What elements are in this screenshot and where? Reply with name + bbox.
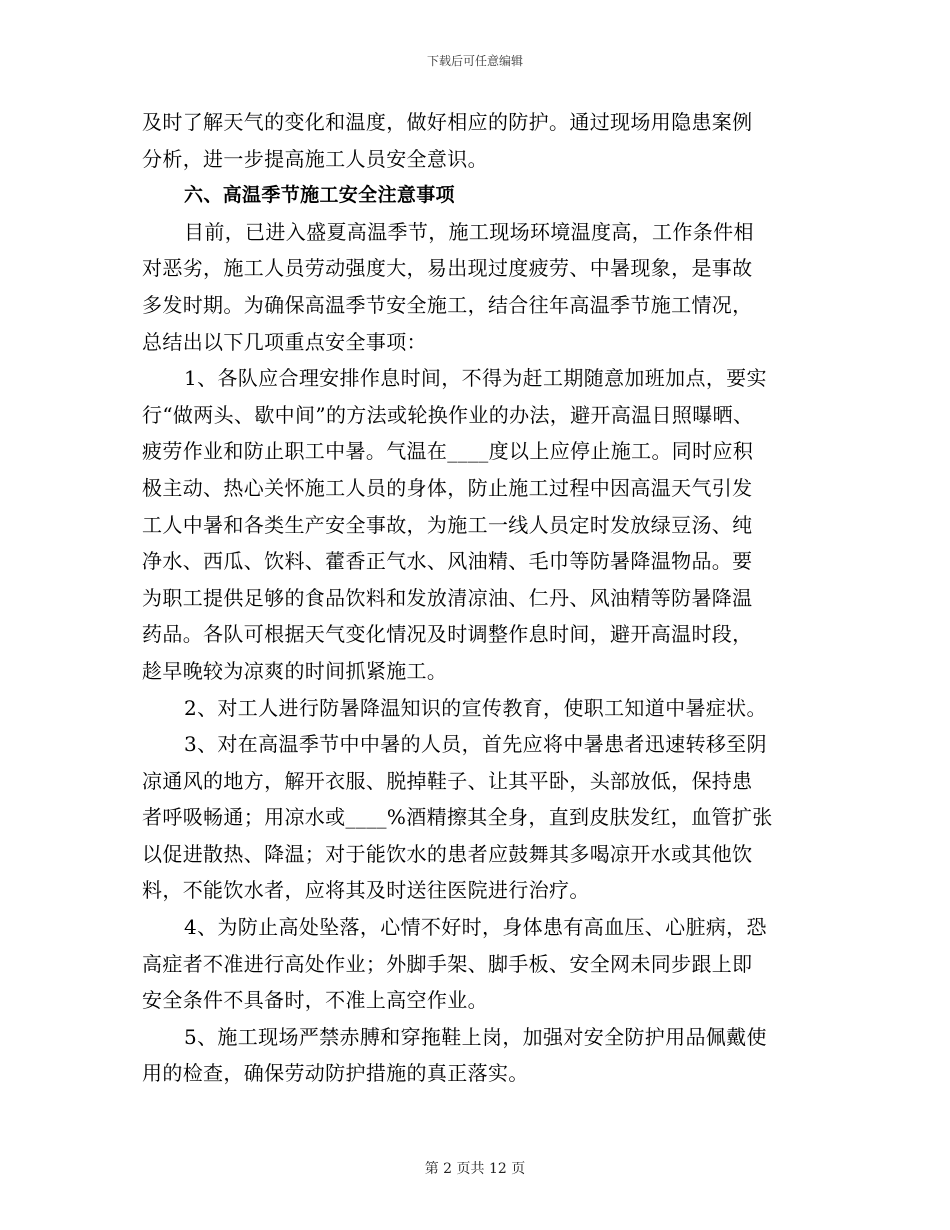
list-item-1-start: 1、各队应合理安排作息时间，不得为赶工期随意加班加点，要实 [184,366,767,391]
list-item-4-start: 4、为防止高处坠落，心情不好时，身体患有高血压、心脏病，恐 [184,915,767,940]
body-line: 行“做两头、歇中间”的方法或轮换作业的办法，避开高温日照曝晒、 [142,402,754,427]
body-line: 高症者不准进行高处作业；外脚手架、脚手板、安全网未同步跟上即 [142,951,753,976]
body-line: 用的检查，确保劳动防护措施的真正落实。 [142,1061,529,1086]
page-footer: 第 2 页共 12 页 [424,1161,526,1177]
body-line: 药品。各队可根据天气变化情况及时调整作息时间，避开高温时段， [142,622,753,647]
body-line: 总结出以下几项重点安全事项： [142,329,427,354]
list-item-2: 2、对工人进行防暑降温知识的宣传教育，使职工知道中暑症状。 [184,695,767,720]
body-line: 分析，进一步提高施工人员安全意识。 [142,146,488,171]
document-body [142,104,808,1092]
body-line: 趁早晚较为凉爽的时间抓紧施工。 [142,658,448,683]
body-line: 凉通风的地方，解开衣服、脱掉鞋子、让其平卧，头部放低，保持患 [142,768,753,793]
list-item-3-start: 3、对在高温季节中中暑的人员，首先应将中暑患者迅速转移至阴 [184,732,767,757]
body-line: 者呼吸畅通；用凉水或____%酒精擦其全身，直到皮肤发红，血管扩张 [142,805,773,830]
body-line: 多发时期。为确保高温季节安全施工，结合往年高温季节施工情况， [142,292,753,317]
body-line: 疲劳作业和防止职工中暑。气温在____度以上应停止施工。同时应积 [142,439,754,464]
body-line: 工人中暑和各类生产安全事故，为施工一线人员定时发放绿豆汤、纯 [142,512,753,537]
paragraph-start: 目前，已进入盛夏高温季节，施工现场环境温度高，工作条件相 [184,219,754,244]
body-line: 料，不能饮水者，应将其及时送往医院进行治疗。 [142,878,590,903]
body-line: 以促进散热、降温；对于能饮水的患者应鼓舞其多喝凉开水或其他饮 [142,841,753,866]
page-header: 下载后可任意编辑 [426,54,523,68]
body-line: 对恶劣，施工人员劳动强度大，易出现过度疲劳、中暑现象，是事故 [142,256,753,281]
body-line: 及时了解天气的变化和温度，做好相应的防护。通过现场用隐患案例 [142,110,753,134]
list-item-5-start: 5、施工现场严禁赤膊和穿拖鞋上岗，加强对安全防护用品佩戴使 [184,1024,767,1049]
body-line: 安全条件不具备时，不准上高空作业。 [142,988,488,1013]
body-line: 净水、西瓜、饮料、藿香正气水、风油精、毛巾等防暑降温物品。要 [142,549,753,574]
body-line: 极主动、热心关怀施工人员的身体，防止施工过程中因高温天气引发 [142,475,753,500]
section-heading: 六、高温季节施工安全注意事项 [184,184,455,207]
body-line: 为职工提供足够的食品饮料和发放清凉油、仁丹、风油精等防暑降温 [142,585,753,610]
